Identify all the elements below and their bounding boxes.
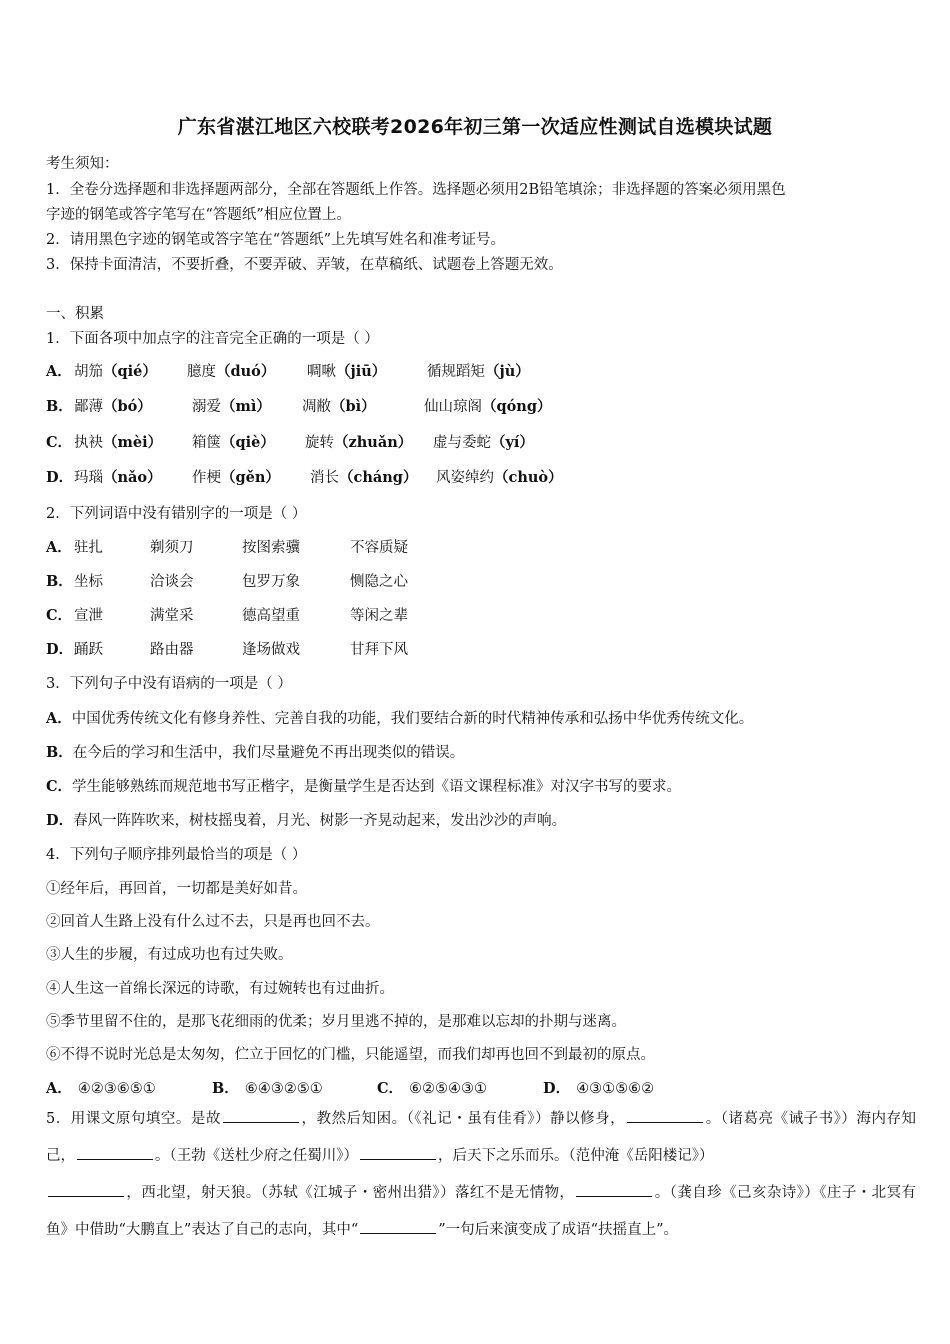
answer-blank[interactable] <box>627 1108 703 1123</box>
option-text: 中国优秀传统文化有修身养性、完善自我的功能，我们要结合新的时代精神传承和弘扬中华优秀传统文化。 <box>71 711 754 727</box>
option-label: C． <box>377 1080 404 1097</box>
option-word: 剃须刀 <box>150 540 194 556</box>
option-word: 凋敝 <box>302 399 331 415</box>
option-word: 驻扎 <box>74 540 103 556</box>
option-word: 作梗 <box>192 470 221 486</box>
option-word: 踊跃 <box>74 642 103 658</box>
option-word: 鄙薄 <box>74 399 103 415</box>
option-word: 甘拜下风 <box>350 642 408 658</box>
option-word: 德高望重 <box>242 608 300 624</box>
option-pinyin: （cháng） <box>339 469 418 486</box>
q3-option-d <box>46 809 566 830</box>
q1-option-b <box>46 395 746 417</box>
option-word: 虚与委蛇 <box>433 435 491 451</box>
option-pinyin: （qié） <box>103 363 157 380</box>
option-word: 宣泄 <box>74 608 103 624</box>
option-pinyin: （mèi） <box>103 434 163 451</box>
q5-text: 。（王勃《送杜少府之任蜀川》） <box>155 1148 358 1164</box>
option-label: A． <box>46 363 72 380</box>
q3-option-a <box>46 707 753 728</box>
page-title: 广东省湛江地区六校联考2026年初三第一次适应性测试自选模块试题 <box>177 116 773 138</box>
q1-option-c <box>46 431 746 453</box>
q5-text: ，西北望，射天狼。（苏轼《江城子・密州出猎》）落红不是无情物， <box>126 1185 575 1201</box>
option-pinyin: （jiū） <box>336 363 387 380</box>
q2-option-c <box>46 604 546 626</box>
option-label: A． <box>46 539 72 556</box>
answer-blank[interactable] <box>360 1145 436 1160</box>
option-label: D． <box>543 1080 571 1097</box>
answer-blank[interactable] <box>77 1145 153 1160</box>
option-label: B． <box>46 398 73 415</box>
q4-sentence: ①经年后，再回首，一切都是美好如昔。 <box>46 881 307 897</box>
q2-option-a <box>46 536 546 558</box>
option-pinyin: （bó） <box>103 398 152 415</box>
option-word: 胡笳 <box>74 364 103 380</box>
notice-heading: 考生须知： <box>46 156 119 172</box>
question-2-stem: 2．下列词语中没有错别字的一项是（ ） <box>46 506 307 522</box>
notice-item: 2．请用黑色字迹的钢笔或答字笔在“答题纸”上先填写姓名和准考证号。 <box>46 232 506 248</box>
option-label: A． <box>46 1080 72 1097</box>
option-text: 春风一阵阵吹来，树枝摇曳着，月光、树影一齐晃动起来，发出沙沙的声响。 <box>73 813 567 829</box>
q4-sentence: ⑥不得不说时光总是太匆匆，伫立于回忆的门槛，只能遥望，而我们却再也回不到最初的原点。 <box>46 1047 655 1063</box>
q5-text: 5．用课文原句填空。是故 <box>46 1111 221 1127</box>
q4-sentence: ⑤季节里留不住的，是那飞花细雨的优柔；岁月里逃不掉的，是那难以忘却的扑期与迷离。 <box>46 1014 626 1030</box>
option-word: 包罗万象 <box>242 574 300 590</box>
option-label: B． <box>212 1080 239 1097</box>
q4-sentence: ②回首人生路上没有什么过不去，只是再也回不去。 <box>46 914 380 930</box>
q1-option-d <box>46 466 746 488</box>
option-label: D． <box>46 641 74 658</box>
q5-text: 。（诸葛亮《诫子书》）海内存知己， <box>46 1111 917 1164</box>
option-word: 按图索骥 <box>242 540 300 556</box>
option-label: C． <box>46 434 73 451</box>
notice-item: 1．全卷分选择题和非选择题两部分，全部在答题纸上作答。选择题必须用2B铅笔填涂；非选择题的答案必须用黑色 <box>46 182 786 198</box>
option-word: 消长 <box>310 470 339 486</box>
q3-option-c <box>46 775 681 796</box>
notice-item: 字迹的钢笔或答字笔写在“答题纸”相应位置上。 <box>46 207 351 223</box>
option-label: C． <box>46 778 73 795</box>
option-label: D． <box>46 469 74 486</box>
option-pinyin: （yí） <box>491 434 534 451</box>
option-word: 不容质疑 <box>350 540 408 556</box>
answer-blank[interactable] <box>48 1182 124 1197</box>
option-pinyin: （duó） <box>216 363 276 380</box>
q2-option-d <box>46 638 546 660</box>
option-pinyin: （jù） <box>485 363 530 380</box>
option-pinyin: （mì） <box>221 398 271 415</box>
answer-blank[interactable] <box>576 1182 652 1197</box>
option-word: 箱箧 <box>192 435 221 451</box>
question-1-stem: 1．下面各项中加点字的注音完全正确的一项是（ ） <box>46 331 379 347</box>
option-word: 玛瑙 <box>74 470 103 486</box>
option-word: 循规蹈矩 <box>427 364 485 380</box>
option-pinyin: （qiè） <box>221 434 275 451</box>
q3-option-b <box>46 741 464 762</box>
option-text: 在今后的学习和生活中，我们尽量避免不再出现类似的错误。 <box>72 745 465 761</box>
option-pinyin: （gěn） <box>221 469 280 486</box>
option-text: ⑥②⑤④③① <box>409 1081 488 1097</box>
option-word: 等闲之辈 <box>350 608 408 624</box>
option-label: A． <box>46 710 72 727</box>
answer-blank[interactable] <box>360 1219 436 1234</box>
option-word: 路由器 <box>150 642 194 658</box>
option-word: 逢场做戏 <box>242 642 300 658</box>
question-3-stem: 3．下列句子中没有语病的一项是（ ） <box>46 676 292 692</box>
option-text: ④③①⑤⑥② <box>576 1081 655 1097</box>
question-4-stem: 4．下列句子顺序排列最恰当的项是（ ） <box>46 847 307 863</box>
q4-options <box>46 1077 746 1099</box>
option-pinyin: （nǎo） <box>103 469 162 486</box>
q5-text: ，后天下之乐而乐。（范仲淹《岳阳楼记》） <box>438 1148 714 1164</box>
option-word: 恻隐之心 <box>350 574 408 590</box>
answer-blank[interactable] <box>223 1108 299 1123</box>
q1-option-a <box>46 360 746 382</box>
q5-text: ”一句后来演变成了成语“扶摇直上”。 <box>438 1222 678 1238</box>
question-5 <box>46 1101 916 1249</box>
option-word: 执袂 <box>74 435 103 451</box>
option-word: 溺爱 <box>192 399 221 415</box>
option-label: B． <box>46 573 73 590</box>
section-heading: 一、积累 <box>46 306 104 322</box>
option-label: C． <box>46 607 73 624</box>
q5-text: ，教然后知困。（《礼记・虽有佳肴》）静以修身， <box>300 1111 626 1127</box>
q2-option-b <box>46 570 546 592</box>
option-word: 满堂采 <box>150 608 194 624</box>
option-word: 旋转 <box>305 435 334 451</box>
option-label: D． <box>46 812 74 829</box>
option-pinyin: （bì） <box>331 398 376 415</box>
option-text: ⑥④③②⑤① <box>244 1081 323 1097</box>
option-pinyin: （zhuǎn） <box>334 434 413 451</box>
option-label: B． <box>46 744 73 761</box>
q5-text: 。（龚自珍《己亥杂诗》）《庄子・北冥有鱼》中借助“大鹏直上”表达了自己的志向，其中“ <box>46 1185 917 1238</box>
option-word: 啁啾 <box>307 364 336 380</box>
q4-sentence: ④人生这一首绵长深远的诗歌，有过婉转也有过曲折。 <box>46 981 394 997</box>
option-word: 坐标 <box>74 574 103 590</box>
option-text: 学生能够熟练而规范地书写正楷字，是衡量学生是否达到《语文课程标准》对汉字书写的要求。 <box>72 779 682 795</box>
option-word: 仙山琼阁 <box>424 399 482 415</box>
option-text: ④②③⑥⑤① <box>77 1081 156 1097</box>
option-pinyin: （qóng） <box>482 398 552 415</box>
option-word: 臆度 <box>187 364 216 380</box>
q4-sentence: ③人生的步履，有过成功也有过失败。 <box>46 947 293 963</box>
option-pinyin: （chuò） <box>494 469 563 486</box>
option-word: 洽谈会 <box>150 574 194 590</box>
notice-item: 3．保持卡面清洁，不要折叠，不要弄破、弄皱，在草稿纸、试题卷上答题无效。 <box>46 257 563 273</box>
option-word: 风姿绰约 <box>436 470 494 486</box>
